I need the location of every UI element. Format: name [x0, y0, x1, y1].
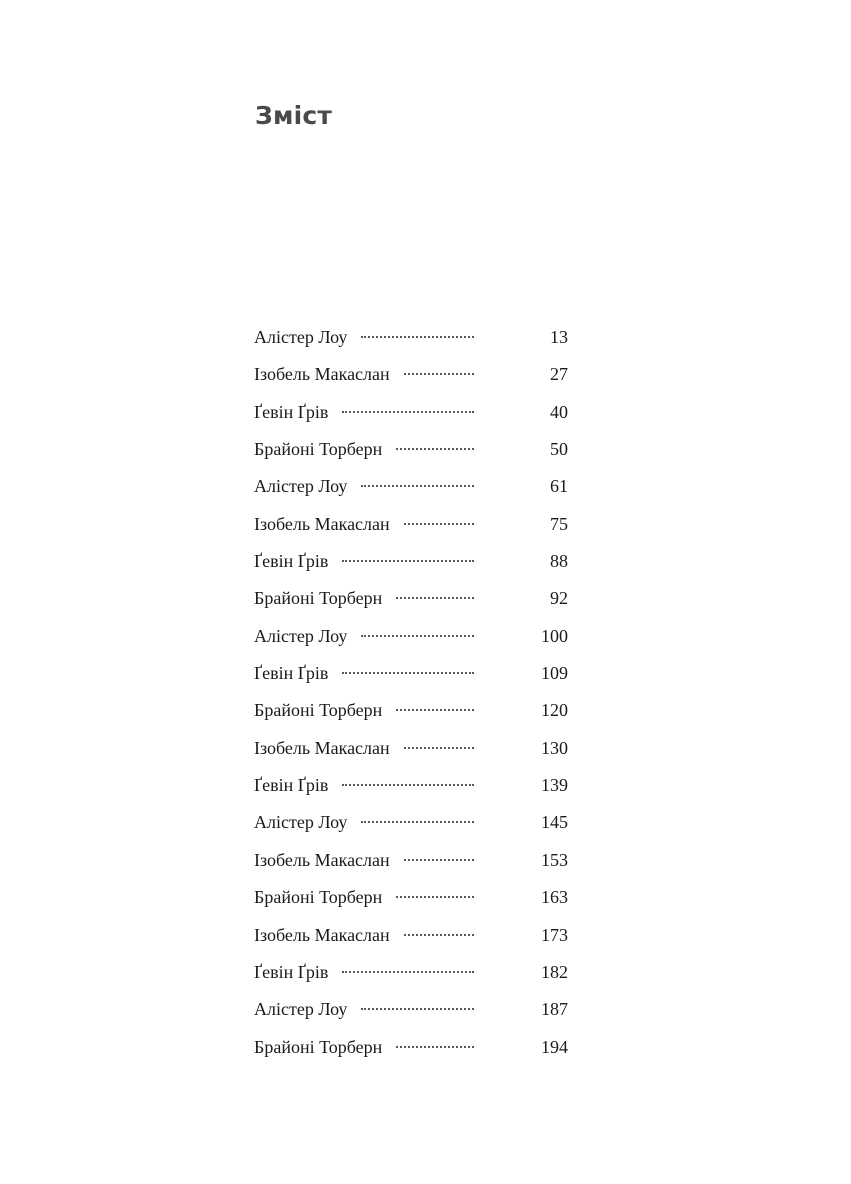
toc-entry-name: Брайоні Торберн: [254, 887, 383, 908]
dot-leader: [404, 373, 474, 375]
dot-leader: [342, 411, 474, 413]
toc-entry-name: Алістер Лоу: [254, 625, 348, 646]
toc-entry-page: 153: [541, 849, 568, 870]
toc-entry-page: 100: [541, 625, 568, 646]
toc-entry-page: 194: [541, 1036, 568, 1057]
toc-entry: [254, 364, 568, 401]
toc-entry-name: Брайоні Торберн: [254, 588, 383, 609]
toc-entry: [254, 439, 568, 476]
toc-entry-name: Ізобель Макаслан: [254, 737, 390, 758]
dot-leader: [396, 448, 474, 450]
toc-entry-page: 88: [550, 551, 568, 572]
page-title: Зміст: [255, 101, 333, 130]
toc-entry-page: 109: [541, 663, 568, 684]
toc-entry: [254, 663, 568, 700]
toc-entry-page: 173: [541, 924, 568, 945]
toc-entry: [254, 700, 568, 737]
toc-entry: [254, 402, 568, 439]
toc-entry-page: 139: [541, 775, 568, 796]
dot-leader: [361, 485, 474, 487]
toc-entry-name: Ґевін Ґрів: [254, 775, 329, 796]
dot-leader: [396, 1046, 474, 1048]
toc-entry-name: Брайоні Торберн: [254, 439, 383, 460]
toc-entry-page: 27: [550, 364, 568, 385]
toc-entry: [254, 626, 568, 663]
dot-leader: [396, 597, 474, 599]
toc-entry-page: 182: [541, 961, 568, 982]
toc-entry: [254, 1037, 568, 1074]
dot-leader: [342, 784, 474, 786]
toc-entry: [254, 327, 568, 364]
toc-entry: [254, 588, 568, 625]
toc-entry: [254, 887, 568, 924]
dot-leader: [404, 747, 474, 749]
dot-leader: [404, 934, 474, 936]
toc-entry-name: Ґевін Ґрів: [254, 551, 329, 572]
toc-entry-name: Ґевін Ґрів: [254, 961, 329, 982]
toc-entry-name: Брайоні Торберн: [254, 700, 383, 721]
dot-leader: [361, 336, 474, 338]
toc-entry: [254, 925, 568, 962]
dot-leader: [396, 896, 474, 898]
toc-entry-name: Ґевін Ґрів: [254, 663, 329, 684]
dot-leader: [361, 635, 474, 637]
toc-entry-page: 75: [550, 513, 568, 534]
toc-entry-name: Алістер Лоу: [254, 327, 348, 347]
dot-leader: [342, 672, 474, 674]
toc-entry-name: Ізобель Макаслан: [254, 364, 390, 385]
toc-entry-page: 61: [550, 476, 568, 497]
toc-entry-name: Ґевін Ґрів: [254, 401, 329, 422]
dot-leader: [361, 1008, 474, 1010]
toc-entry-name: Ізобель Макаслан: [254, 513, 390, 534]
toc-entry-name: Алістер Лоу: [254, 812, 348, 833]
toc-entry-page: 92: [550, 588, 568, 609]
toc-entry-page: 13: [550, 327, 568, 347]
toc-entry: [254, 962, 568, 999]
toc-entry-name: Брайоні Торберн: [254, 1036, 383, 1057]
toc-entry-page: 50: [550, 439, 568, 460]
toc-entry-name: Алістер Лоу: [254, 999, 348, 1020]
dot-leader: [404, 859, 474, 861]
toc-entry-page: 187: [541, 999, 568, 1020]
toc-entry-name: Ізобель Макаслан: [254, 924, 390, 945]
toc-entry: [254, 999, 568, 1036]
dot-leader: [342, 971, 474, 973]
toc-entry: [254, 514, 568, 551]
toc-entry-page: 40: [550, 401, 568, 422]
toc-entry-page: 130: [541, 737, 568, 758]
dot-leader: [361, 821, 474, 823]
toc-entry-page: 120: [541, 700, 568, 721]
toc-entry-page: 145: [541, 812, 568, 833]
dot-leader: [342, 560, 474, 562]
dot-leader: [396, 709, 474, 711]
toc-entry-page: 163: [541, 887, 568, 908]
table-of-contents: [254, 327, 568, 1074]
toc-entry-name: Ізобель Макаслан: [254, 849, 390, 870]
toc-entry-name: Алістер Лоу: [254, 476, 348, 497]
dot-leader: [404, 523, 474, 525]
toc-entry: [254, 812, 568, 849]
toc-entry: [254, 850, 568, 887]
toc-entry: [254, 738, 568, 775]
toc-entry: [254, 551, 568, 588]
toc-entry: [254, 775, 568, 812]
toc-entry: [254, 476, 568, 513]
